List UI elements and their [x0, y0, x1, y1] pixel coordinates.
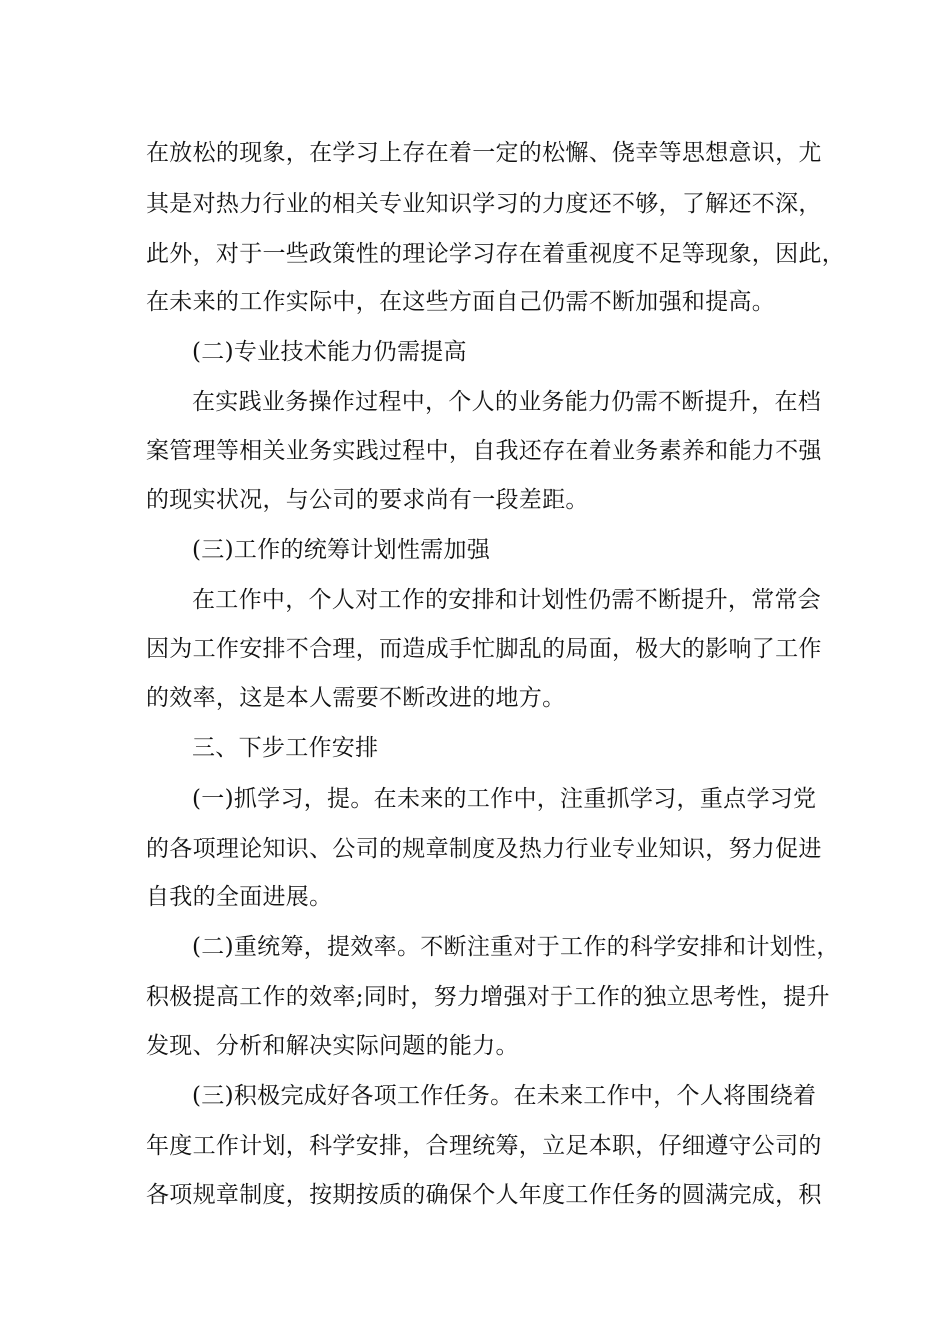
section-heading: (三)工作的统筹计划性需加强	[192, 537, 491, 563]
body-line: 在未来的工作实际中，在这些方面自己仍需不断加强和提高。	[146, 289, 776, 315]
body-line: 的现实状况，与公司的要求尚有一段差距。	[146, 487, 589, 513]
body-line: 年度工作计划，科学安排，合理统筹，立足本职，仔细遵守公司的	[146, 1133, 822, 1159]
body-line: 在工作中，个人对工作的安排和计划性仍需不断提升，常常会	[192, 587, 822, 613]
body-line: 此外，对于一些政策性的理论学习存在着重视度不足等现象，因此，	[146, 241, 845, 267]
body-line: 因为工作安排不合理，而造成手忙脚乱的局面，极大的影响了工作	[146, 636, 822, 662]
body-line: 其是对热力行业的相关专业知识学习的力度还不够，了解还不深，	[146, 191, 822, 217]
body-line: (一)抓学习，提。在未来的工作中，注重抓学习，重点学习党	[192, 786, 817, 812]
body-line: 各项规章制度，按期按质的确保个人年度工作任务的圆满完成，积	[146, 1182, 822, 1208]
body-line: (二)重统筹，提效率。不断注重对于工作的科学安排和计划性，	[192, 934, 840, 960]
section-heading: 三、下步工作安排	[192, 735, 379, 761]
body-line: 自我的全面进展。	[146, 884, 333, 910]
body-line: 的效率，这是本人需要不断改进的地方。	[146, 685, 566, 711]
body-line: 案管理等相关业务实践过程中，自我还存在着业务素养和能力不强	[146, 438, 822, 464]
body-line: 积极提高工作的效率;同时，努力增强对于工作的独立思考性，提升	[146, 984, 830, 1010]
body-line: 的各项理论知识、公司的规章制度及热力行业专业知识，努力促进	[146, 836, 822, 862]
body-line: 在实践业务操作过程中，个人的业务能力仍需不断提升，在档	[192, 389, 822, 415]
section-heading: (二)专业技术能力仍需提高	[192, 339, 467, 365]
body-line: 发现、分析和解决实际问题的能力。	[146, 1033, 519, 1059]
body-line: (三)积极完成好各项工作任务。在未来工作中，个人将围绕着	[192, 1083, 817, 1109]
body-line: 在放松的现象，在学习上存在着一定的松懈、侥幸等思想意识，尤	[146, 140, 822, 166]
